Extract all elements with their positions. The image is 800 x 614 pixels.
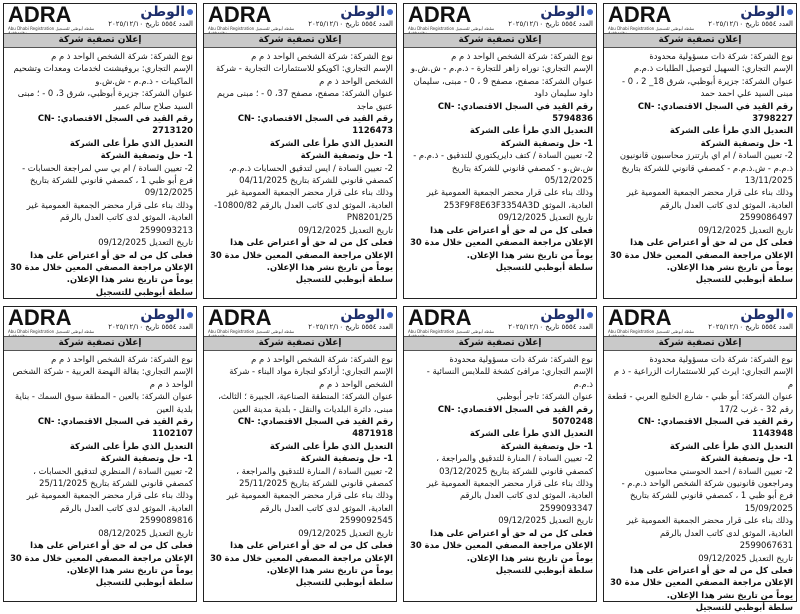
liquidation-notice: [3, 306, 197, 602]
notice-line: تاريخ التعديل 08/12/2025: [98, 527, 193, 538]
logo-dot-icon: [587, 312, 593, 318]
notice-line: الإسم التجاري: أرادكو لتجارة مواد البناء - شركة الشخص الواحد ذ م م: [229, 366, 393, 389]
issue-line: العدد ٥٥٥٤ تاريخ ٢٠٢٥/١٢/١٠: [708, 20, 793, 28]
notice-line: فعلى كل من له حق أو اعتراض على هذا الإعلان مراجعة المصفي المعين خلال مدة 30 يوماً من تاريخ نشر هذا الإعلان.: [410, 224, 593, 260]
notice-title-band: إعلان تصفية شركة: [604, 336, 796, 351]
notice-footer: سلطة أبوظبي للتسجيل: [295, 577, 393, 588]
notice-line: تاريخ التعديل 09/12/2025: [498, 515, 593, 526]
adra-subtitle: سلطة أبوظبي للتسجيل Abu Dhabi Registration: [208, 26, 295, 31]
notice-header: [204, 307, 396, 335]
adra-subtitle: سلطة أبوظبي للتسجيل Abu Dhabi Registration: [208, 329, 295, 334]
liquidation-notice: [603, 305, 797, 613]
notice-header: [404, 307, 596, 335]
notice-line: عنوان الشركة: تاجر أبوظبي: [496, 391, 593, 402]
issue-line: العدد ٥٥٥٤ تاريخ ٢٠٢٥/١٢/١٠: [308, 323, 393, 331]
notice-footer: سلطة أبوظبي للتسجيل: [495, 261, 593, 272]
notice-title-band: إعلان تصفية شركة: [604, 33, 796, 48]
adra-logo: ADRA سلطة أبوظبي للتسجيل Abu Dhabi Registration: [4, 4, 104, 32]
notice-line: الإسم التجاري: السهيل لتوصيل الطلبات ذ.م.م: [633, 63, 793, 74]
adra-logo: ADRA سلطة أبوظبي للتسجيل Abu Dhabi Registration: [204, 307, 304, 335]
adra-subtitle: سلطة أبوظبي للتسجيل Abu Dhabi Registration: [608, 26, 695, 31]
issue-line: العدد ٥٥٥٤ تاريخ ٢٠٢٥/١٢/١٠: [308, 20, 393, 28]
newspaper-masthead: [504, 307, 596, 335]
notice-line: 2- تعيين السادة / كتف دايريكتوري للتدقيق - ذ.م.م - ش.ش.و - كمصفي قانوني للشركة بتاريخ 05/12/2025: [413, 150, 593, 186]
notice-line: وذلك بناء على قرار محضر الجمعية العمومية غير العادية، الموثق لدى كاتب العدل بالرقم 2599086497: [626, 187, 793, 223]
notice-header: [604, 307, 796, 335]
notice-header: [404, 4, 596, 32]
notice-line: نوع الشركة: شركة ذات مسؤولية محدودة: [449, 354, 593, 364]
notice-line: نوع الشركة: شركة ذات مسؤولية محدودة: [649, 51, 793, 61]
newspaper-masthead: [304, 4, 396, 32]
notice-line: رقم القيد في السجل الاقتصادي: CN-1102107: [37, 416, 193, 439]
notice-body: [7, 353, 193, 599]
notice-line: رقم القيد في السجل الاقتصادي: CN-3798227: [637, 100, 793, 124]
notice-line: تاريخ التعديل 09/12/2025: [298, 527, 393, 538]
notice-line: 1- حل وتصفية الشركة: [300, 453, 393, 464]
notice-line: عنوان الشركة: بالعين - المطقة سوق السمك - بناية بلدية العين: [15, 391, 193, 414]
notice-title-band: إعلان تصفية شركة: [4, 336, 196, 351]
newspaper-logo: الوطن: [340, 4, 385, 20]
newspaper-logo: الوطن: [540, 307, 585, 323]
notice-line: وذلك بناء على قرار محضر الجمعية العمومية غير العادية، الموثق 253F9F8E63F3354A3D: [426, 187, 593, 210]
notice-line: 2- تعيين السادة / المنارة للتدقيق والمراجعة ، كمصفي قانوني للشركة بتاريخ 03/12/2025: [436, 453, 593, 476]
newspaper-masthead: [104, 307, 196, 335]
notice-line: رقم القيد في السجل الاقتصادي: CN-2713120: [37, 113, 193, 136]
liquidation-notice: [403, 306, 597, 602]
notice-line: التعديل الذي طرأ على الشركة: [269, 137, 393, 148]
adra-subtitle: سلطة أبوظبي للتسجيل Abu Dhabi Registration: [408, 329, 495, 334]
notice-line: التعديل الذي طرأ على الشركة: [669, 440, 793, 451]
notice-header: [4, 4, 196, 32]
notice-line: 1- حل وتصفية الشركة: [500, 440, 593, 451]
logo-dot-icon: [787, 312, 793, 318]
notice-line: الإسم التجاري: بروفيشنت لخدمات ومعدات وتشحيم الماكينات - ذ.م.م - ش.ش.و: [13, 63, 193, 86]
notice-line: عنوان الشركة: أبو ظبي - شارع الخليج العربي - قطعة رقم 32 - غرب 17/2: [607, 391, 793, 414]
notice-line: التعديل الذي طرأ على الشركة: [269, 440, 393, 451]
logo-dot-icon: [187, 9, 193, 15]
notice-body: [207, 353, 393, 599]
adra-logo: ADRA سلطة أبوظبي للتسجيل Abu Dhabi Registration: [204, 4, 304, 32]
notice-line: وذلك بناء على قرار محضر الجمعية العمومية غير العادية، الموثق لدى كاتب العدل بالرقم 2599092545: [226, 490, 393, 526]
notice-body: [407, 353, 593, 599]
notice-line: التعديل الذي طرأ على الشركة: [69, 440, 193, 451]
notice-title-band: إعلان تصفية شركة: [204, 33, 396, 48]
notice-line: 2- تعيين السادة / ايس لتدقيق الحسابات ذ.م.م، كمصفي قانوني للشركة بتاريخ 04/11/2025: [228, 162, 393, 186]
notice-line: 1- حل وتصفية الشركة: [300, 150, 393, 161]
notice-footer: سلطة أبوظبي للتسجيل: [295, 274, 393, 285]
adra-logo: ADRA سلطة أبوظبي للتسجيل Abu Dhabi Registration: [4, 307, 104, 335]
issue-line: العدد ٥٥٥٤ تاريخ ٢٠٢٥/١٢/١٠: [708, 323, 793, 331]
notice-line: نوع الشركة: شركة الشخص الواحد ذ م م: [51, 51, 193, 61]
notice-body: [7, 50, 193, 296]
notice-line: 1- حل وتصفية الشركة: [700, 137, 793, 148]
notice-body: [407, 50, 593, 296]
newspaper-logo: الوطن: [740, 4, 785, 20]
notice-title-band: إعلان تصفية شركة: [404, 336, 596, 351]
notice-line: 2- تعيين السادة / ام اي بارتنرز محاسبون قانونيون ذ.م.م - ش.ذ.م.م - كمصفي قانوني للشركة بتاريخ 13/11/2025: [619, 150, 793, 186]
newspaper-masthead: [704, 4, 796, 32]
notice-line: 2- تعيين السادة / ام بي سي لمراجعة الحسابات - فرع أبو ظبي 1 ، كمصفي قانوني للشركة بتاريخ 09/12/2025: [22, 162, 193, 198]
notice-line: التعديل الذي طرأ على الشركة: [669, 125, 793, 136]
adra-logo: ADRA سلطة أبوظبي للتسجيل Abu Dhabi Registration: [404, 307, 504, 335]
notice-line: وذلك بناء على قرار محضر الجمعية العمومية غير العادية، الموثق لدى كاتب العدل بالرقم 10800/82-PN8201/25: [214, 187, 393, 223]
newspaper-logo: الوطن: [740, 307, 785, 323]
logo-dot-icon: [387, 9, 393, 15]
adra-subtitle: سلطة أبوظبي للتسجيل Abu Dhabi Registration: [608, 329, 695, 334]
notice-line: عنوان الشركة: جزيرة أبوظبي، شرق 3، 0 - ؛ مبنى السيد صلاح سالم عمير: [17, 88, 193, 111]
issue-line: العدد ٥٥٥٤ تاريخ ٢٠٢٥/١٢/١٠: [508, 323, 593, 331]
adra-subtitle: سلطة أبوظبي للتسجيل Abu Dhabi Registration: [8, 329, 95, 334]
notice-line: التعديل الذي طرأ على الشركة: [69, 137, 193, 148]
liquidation-notice: [3, 3, 197, 299]
notice-line: الإسم التجاري: اكويكو للاستثمارات التجارية - شركة الشخص الواحد ذ م م: [215, 63, 393, 86]
notice-line: 2- تعيين السادة / احمد الحوسني محاسبون ومراجعون قانونيون شركة الشخص الواحد ذ.م.م - فرع أبو ظبي 1 ، كمصفي قانوني للشركة بتاريخ 15/09/2025: [621, 465, 793, 513]
newspaper-masthead: [104, 4, 196, 32]
logo-dot-icon: [787, 9, 793, 15]
newspaper-masthead: [504, 4, 596, 32]
logo-dot-icon: [187, 312, 193, 318]
liquidation-notice: [203, 3, 397, 299]
notice-line: تاريخ التعديل 09/12/2025: [298, 224, 393, 235]
notice-body: [607, 50, 793, 296]
notice-title-band: إعلان تصفية شركة: [4, 33, 196, 48]
notice-header: [4, 307, 196, 335]
notice-line: فعلى كل من له حق أو اعتراض على هذا الإعلان مراجعة المصفي المعين خلال مدة 30 يوماً من تاريخ نشر هذا الإعلان.: [210, 237, 393, 272]
notice-line: تاريخ التعديل 09/12/2025: [698, 552, 793, 563]
newspaper-logo: الوطن: [540, 4, 585, 20]
liquidation-notice: [203, 306, 397, 602]
notice-footer: سلطة أبوظبي للتسجيل: [95, 577, 193, 588]
notice-line: نوع الشركة: شركة الشخص الواحد ذ م م: [251, 51, 393, 61]
notice-line: 1- حل وتصفية الشركة: [700, 453, 793, 464]
issue-line: العدد ٥٥٥٤ تاريخ ٢٠٢٥/١٢/١٠: [108, 20, 193, 28]
notice-line: نوع الشركة: شركة الشخص الواحد ذ م م: [251, 354, 393, 364]
liquidation-notice: [603, 3, 797, 299]
notice-footer: سلطة أبوظبي للتسجيل: [695, 602, 793, 613]
notice-line: رقم القيد في السجل الاقتصادي: CN-1126473: [237, 113, 393, 136]
notice-line: وذلك بناء على قرار محضر الجمعية العمومية غير العادية، الموثق لدى كاتب العدل بالرقم 2599089816: [26, 490, 193, 526]
notice-line: عنوان الشركة: مصفح، مصفح 37، 0 - ؛ مبنى مريم عتيق ماجد: [217, 88, 393, 111]
notice-line: 1- حل وتصفية الشركة: [100, 453, 193, 464]
notice-line: فعلى كل من له حق أو اعتراض على هذا الإعلان مراجعة المصفي المعين خلال مدة 30 يوماً من تاريخ نشر هذا الإعلان.: [10, 249, 193, 285]
newspaper-logo: الوطن: [340, 307, 385, 323]
notice-line: رقم القيد في السجل الاقتصادي: CN-5794836: [437, 100, 593, 124]
notice-body: [207, 50, 393, 296]
logo-dot-icon: [387, 312, 393, 318]
notice-line: تاريخ التعديل 09/12/2025: [498, 212, 593, 223]
notice-line: نوع الشركة: شركة الشخص الواحد ذ م م: [51, 354, 193, 364]
adra-subtitle: سلطة أبوظبي للتسجيل Abu Dhabi Registration: [8, 26, 95, 31]
notice-line: الإسم التجاري: مرافئ كشخة للملابس النسائية - ذ.م.م: [426, 366, 593, 389]
notice-line: نوع الشركة: شركة الشخص الواحد ذ م م: [451, 51, 593, 61]
notice-line: فعلى كل من له حق أو اعتراض على هذا الإعلان مراجعة المصفي المعين خلال مدة 30 يوماً من تاريخ نشر هذا الإعلان.: [610, 237, 793, 272]
notice-line: وذلك بناء على قرار محضر الجمعية العمومية غير العادية، الموثق لدى كاتب العدل بالرقم 2599093213: [26, 199, 193, 235]
liquidation-notice: [403, 3, 597, 299]
notice-line: فعلى كل من له حق أو اعتراض على هذا الإعلان مراجعة المصفي المعين خلال مدة 30 يوماً من تاريخ نشر هذا الإعلان.: [10, 540, 193, 575]
notice-line: الإسم التجاري: ايرث كير للاستثمارات الزراعية - ذ م م: [613, 366, 793, 389]
notice-line: 1- حل وتصفية الشركة: [500, 137, 593, 148]
notice-line: وذلك بناء على قرار محضر الجمعية العمومية غير العادية، الموثق لدى كاتب العدل بالرقم 2599093347: [426, 478, 593, 513]
notice-title-band: إعلان تصفية شركة: [204, 336, 396, 351]
newspaper-logo: الوطن: [140, 307, 185, 323]
notice-line: 1- حل وتصفية الشركة: [100, 150, 193, 161]
notice-line: رقم القيد في السجل الاقتصادي: CN-1143948: [637, 416, 793, 439]
notice-footer: سلطة أبوظبي للتسجيل: [495, 564, 593, 575]
newspaper-logo: الوطن: [140, 4, 185, 20]
notice-header: [604, 4, 796, 32]
notice-line: تاريخ التعديل 09/12/2025: [98, 237, 193, 248]
notice-line: نوع الشركة: شركة ذات مسؤولية محدودة: [649, 354, 793, 364]
logo-dot-icon: [587, 9, 593, 15]
notice-line: رقم القيد في السجل الاقتصادي: CN-5070248: [437, 403, 593, 427]
adra-subtitle: سلطة أبوظبي للتسجيل Abu Dhabi Registration: [408, 26, 495, 31]
notice-line: 2- تعيين السادة / المنارة للتدقيق والمراجعة ، كمصفي قانوني للشركة بتاريخ 25/11/2025: [236, 465, 393, 489]
notice-line: عنوان الشركة: جزيرة أبوظبي، شرق 18_ 2 ، 0 - مبنى السيد علي احمد حمد: [622, 75, 793, 99]
notice-line: عنوان الشركة: مصفح، مصفح 9 ، 0 - مبنى، سليمان داود سليمان داود: [413, 75, 593, 99]
notice-footer: سلطة أبوظبي للتسجيل: [695, 274, 793, 285]
notice-line: فعلى كل من له حق أو اعتراض على هذا الإعلان مراجعة المصفي المعين خلال مدة 30 يوماً من تاريخ نشر هذا الإعلان.: [210, 540, 393, 575]
newspaper-masthead: [304, 307, 396, 335]
adra-logo: ADRA سلطة أبوظبي للتسجيل Abu Dhabi Registration: [604, 4, 704, 32]
notice-footer: سلطة أبوظبي للتسجيل: [95, 286, 193, 297]
issue-line: العدد ٥٥٥٤ تاريخ ٢٠٢٥/١٢/١٠: [508, 20, 593, 28]
notice-line: الإسم التجاري: بقالة النهضة العربية - شركة الشخص الواحد ذ م م: [12, 366, 193, 389]
notice-title-band: إعلان تصفية شركة: [404, 33, 596, 48]
notice-line: عنوان الشركة: المنطقة الصناعية، الجبيرة ؛ الثالث، مبنى، دائرة البلديات والنقل - بلدية مدينة العين: [218, 391, 393, 414]
notice-line: التعديل الذي طرأ على الشركة: [469, 428, 593, 439]
notice-header: [204, 4, 396, 32]
notice-line: وذلك بناء على قرار محضر الجمعية العمومية غير العادية، الموثق لدى كاتب العدل بالرقم 2599067631: [626, 515, 793, 551]
issue-line: العدد ٥٥٥٤ تاريخ ٢٠٢٥/١٢/١٠: [108, 323, 193, 331]
adra-logo: ADRA سلطة أبوظبي للتسجيل Abu Dhabi Registration: [404, 4, 504, 32]
newspaper-masthead: [704, 307, 796, 335]
notice-body: [607, 353, 793, 613]
notice-line: الإسم التجاري: نوراه زاهر للتجارة - ذ.م.م - ش.ش.و: [410, 63, 593, 74]
notice-line: تاريخ التعديل 09/12/2025: [698, 224, 793, 235]
notice-line: فعلى كل من له حق أو اعتراض على هذا الإعلان مراجعة المصفي المعين خلال مدة 30 يوماً من تاريخ نشر هذا الإعلان.: [410, 527, 593, 563]
notice-line: فعلى كل من له حق أو اعتراض على هذا الإعلان مراجعة المصفي المعين خلال مدة 30 يوماً من تاريخ نشر هذا الإعلان.: [610, 564, 793, 600]
notice-line: 2- تعيين السادة / المنظري لتدقيق الحسابات ، كمصفي قانوني للشركة بتاريخ 25/11/2025: [33, 465, 193, 489]
notice-line: رقم القيد في السجل الاقتصادي: CN-4871918: [237, 416, 393, 439]
notice-line: التعديل الذي طرأ على الشركة: [469, 125, 593, 136]
adra-logo: ADRA سلطة أبوظبي للتسجيل Abu Dhabi Registration: [604, 307, 704, 335]
